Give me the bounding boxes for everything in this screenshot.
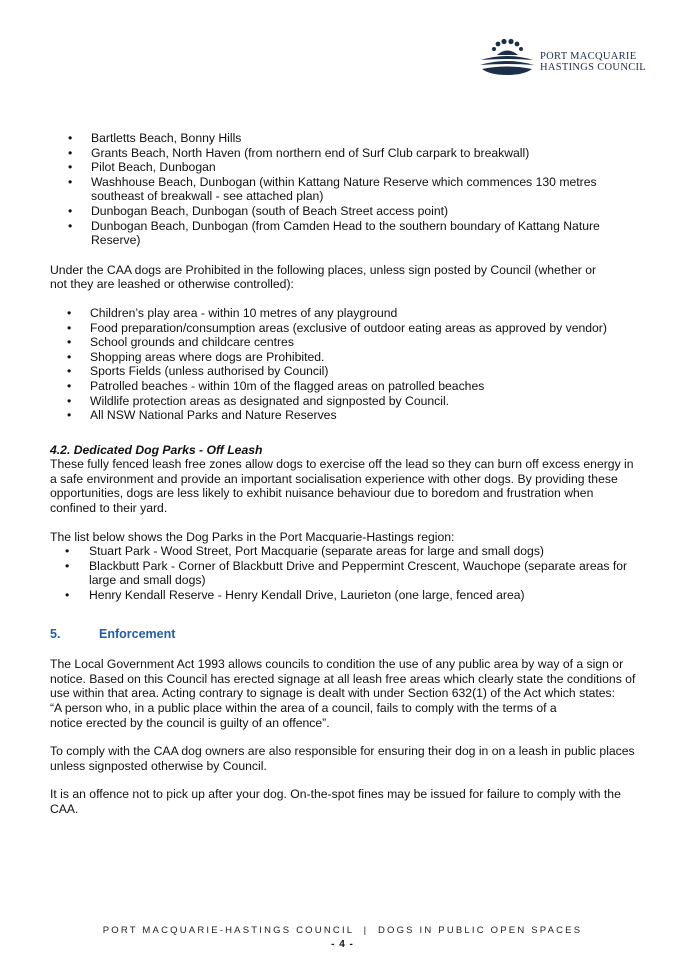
logo-line-1: PORT MACQUARIE [540, 51, 637, 62]
list-item: • Henry Kendall Reserve - Henry Kendall Drive, Laurieton (one large, fenced area) [65, 588, 525, 603]
list-item: • Dunbogan Beach, Dunbogan (from Camden Head to the southern boundary of Kattang Nature Reserve) [68, 218, 600, 248]
enforcement-heading [50, 627, 640, 642]
list-item: • Washhouse Beach, Dunbogan (within Kattang Nature Reserve which commences 130 metres southeast of breakwall - see attached plan) [68, 174, 597, 204]
list-item: • Shopping areas where dogs are Prohibited. [67, 349, 325, 364]
list-item: • Stuart Park - Wood Street, Port Macquarie (separate areas for large and small dogs) [65, 544, 544, 559]
list-item: • Patrolled beaches - within 10m of the flagged areas on patrolled beaches [67, 378, 485, 393]
list-item: • Pilot Beach, Dunbogan [68, 160, 216, 175]
list-item: • Blackbutt Park - Corner of Blackbutt Drive and Peppermint Crescent, Wauchope (separate areas for large and small dogs) [65, 558, 628, 588]
list-item: • School grounds and childcare centres [67, 335, 294, 350]
list-item: • All NSW National Parks and Nature Reserves [67, 408, 337, 423]
list-item: • Children’s play area - within 10 metres of any playground [67, 305, 398, 320]
page-footer: PORT MACQUARIE-HASTINGS COUNCIL | DOGS IN PUBLIC OPEN SPACES [102, 925, 583, 936]
council-logo-icon [478, 38, 536, 78]
leash-free-beaches-list [50, 131, 640, 248]
list-item: • Sports Fields (unless authorised by Council) [67, 364, 329, 379]
list-item: • Wildlife protection areas as designated and signposted by Council. [67, 393, 450, 408]
list-item: • Food preparation/consumption areas (exclusive of outdoor eating areas as approved by vendor) [67, 320, 607, 335]
dog-parks-list-intro: The list below shows the Dog Parks in the Port Macquarie-Hastings region: [50, 529, 455, 544]
enforcement-paragraph: The Local Government Act 1993 allows councils to condition the use of any public area by way of a sign or notice. Based on this Council has erected signage at all leash free areas which clearly state the conditions of use within that area. Acting contrary to signage is dealt with under Section 632(1) of the Act which states: [50, 657, 636, 701]
list-item: • Dunbogan Beach, Dunbogan (south of Beach Street access point) [68, 203, 449, 218]
council-logo [478, 38, 648, 78]
section-title: Enforcement [99, 626, 176, 641]
page-number: - 4 - [331, 939, 354, 950]
prohibited-places-list [50, 306, 640, 423]
enforcement-fines-paragraph: It is an offence not to pick up after your dog. On-the-spot fines may be issued for failure to comply with the CAA. [50, 787, 621, 816]
dog-parks-list [50, 544, 640, 602]
section-number: 5. [50, 626, 61, 641]
council-logo-text [540, 51, 646, 73]
list-item: • Bartletts Beach, Bonny Hills [68, 131, 242, 145]
list-item: • Grants Beach, North Haven (from northern end of Surf Club carpark to breakwall) [68, 145, 530, 160]
prohibited-intro: Under the CAA dogs are Prohibited in the following places, unless sign posted by Council (whether or not they are leashed or otherwise controlled): [50, 262, 597, 292]
enforcement-leash-paragraph: To comply with the CAA dog owners are also responsible for ensuring their dog in on a leash in public places unless signposted otherwise by Council. [50, 744, 635, 773]
dog-parks-heading: 4.2. Dedicated Dog Parks - Off Leash [50, 442, 263, 457]
logo-line-2: HASTINGS COUNCIL [540, 62, 647, 73]
enforcement-quote: “A person who, in a public place within the area of a council, fails to comply with the terms of a notice erected by the council is guilty of an offence”. [50, 701, 557, 730]
document-body [50, 131, 640, 817]
dog-parks-body: These fully fenced leash free zones allow dogs to exercise off the lead so they can burn off excess energy in a safe environment and provide an important socialisation experience with other dogs. By providing these opportunities, dogs are less likely to exhibit nuisance behaviour due to boredom and frustration when confined to their yard. [50, 457, 634, 516]
